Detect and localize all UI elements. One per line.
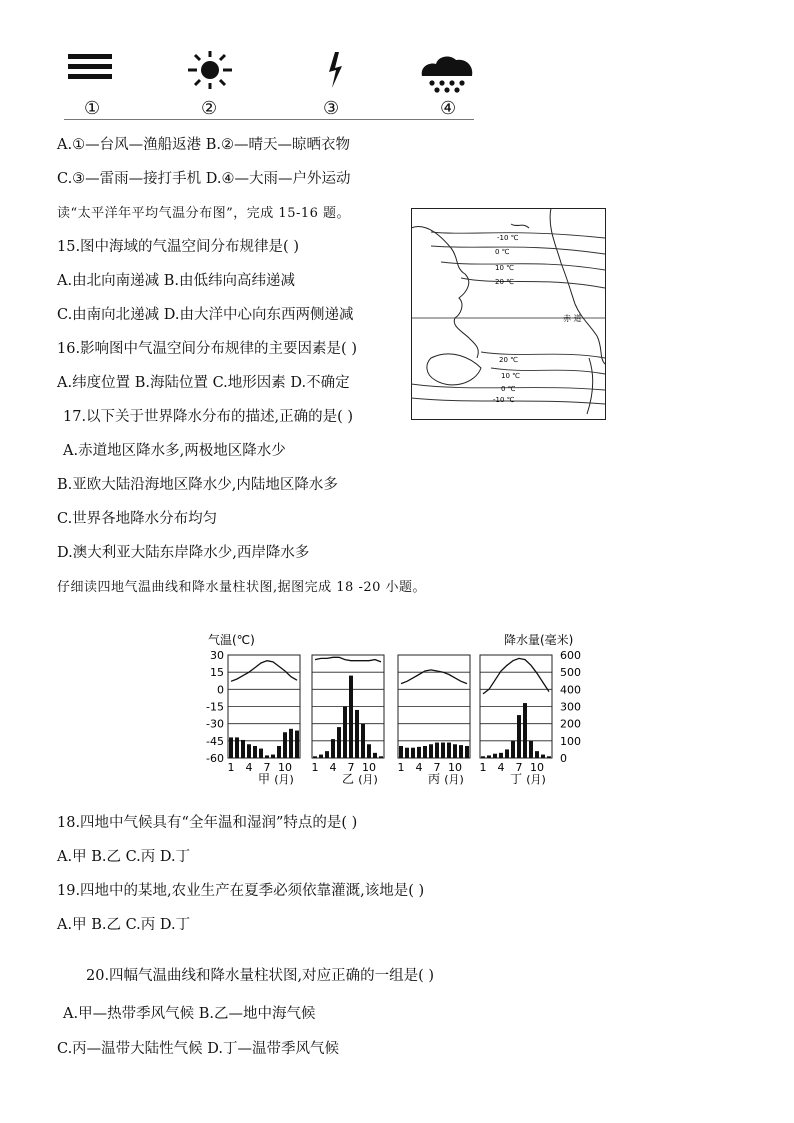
precip-tick-label: 400 [560,683,581,697]
rain-cloud-icon [422,57,473,93]
month-tick-label: 1 [479,761,487,774]
precip-bar [277,746,281,758]
iso-label-n-10: -10 ℃ [497,234,519,242]
precip-bar [499,753,503,758]
precip-bar [337,727,341,758]
precip-tick-label: 500 [560,666,581,680]
typhoon-icon [68,54,112,79]
precip-bar [481,756,485,758]
ylabel-right: 降水量(毫米) [504,633,574,647]
month-tick-label: 10 [448,761,462,774]
symbol-label-1: ① [84,98,101,119]
precip-bar [271,755,275,758]
climate-charts [200,628,595,790]
q15-options-cd: C.由南向北递减 D.由大洋中心向东西两侧递减 [57,307,354,323]
iso-label-n10: 10 ℃ [495,264,514,272]
lightning-icon [329,52,342,88]
month-tick-label: 4 [415,761,423,774]
q17-option-c: C.世界各地降水分布均匀 [57,511,218,527]
precip-bar [523,703,527,758]
q19-stem: 19.四地中的某地,农业生产在夏季必须依靠灌溉,该地是( ) [57,883,425,899]
month-tick-label: 10 [530,761,544,774]
precip-bar [441,743,445,758]
q17-option-b: B.亚欧大陆沿海地区降水少,内陆地区降水多 [57,477,338,493]
q20-stem: 20.四幅气温曲线和降水量柱状图,对应正确的一组是( ) [86,968,435,984]
precip-bar [379,756,383,758]
precip-bar [343,707,347,759]
month-unit-label: (月) [526,773,546,786]
precip-bar [253,746,257,758]
precip-tick-label: 300 [560,700,581,714]
symbol-divider [64,119,474,120]
q18-options: A.甲 B.乙 C.丙 D.丁 [57,849,191,865]
precip-bar [373,753,377,758]
symbol-label-3: ③ [323,98,340,119]
precip-bar [313,756,317,758]
precip-bar [505,749,509,758]
intro-15-16: 读“太平洋年平均气温分布图”，完成 15-16 题。 [57,206,351,221]
equator-label: 赤 道 [563,314,582,323]
temperature-curve [315,657,381,662]
temp-tick-label: 15 [210,666,224,680]
q16-stem: 16.影响图中气温空间分布规律的主要因素是( ) [57,341,357,357]
precip-bar [331,739,335,758]
precip-bar [361,724,365,758]
precip-bar [325,751,329,758]
precip-bar [399,746,403,758]
precip-bar [259,749,263,758]
precip-bar [405,748,409,758]
month-unit-label: (月) [358,773,378,786]
precip-bar [447,743,451,758]
ylabel-left: 气温(℃) [208,633,255,647]
precip-bar [367,744,371,758]
month-tick-label: 1 [397,761,405,774]
q14-options-cd: C.③—雷雨—接打手机 D.④—大雨—户外运动 [57,171,351,187]
precip-bar [289,729,293,758]
precip-bar [349,676,353,758]
month-tick-label: 7 [515,761,523,774]
precip-bar [459,745,463,758]
precip-bar [235,737,239,758]
precip-bar [511,741,515,758]
month-tick-label: 10 [362,761,376,774]
q19-options: A.甲 B.乙 C.丙 D.丁 [57,917,191,933]
precip-bar [241,740,245,758]
month-tick-label: 4 [497,761,505,774]
precip-bar [517,715,521,758]
precip-bar [355,710,359,758]
q15-stem: 15.图中海域的气温空间分布规律是( ) [57,239,299,255]
precip-bar [229,737,233,758]
place-label: 丙 [427,772,441,786]
month-tick-label: 4 [245,761,253,774]
precip-bar [319,755,323,758]
place-label: 丁 [509,772,523,786]
temperature-curve [483,658,549,694]
month-tick-label: 7 [347,761,355,774]
precip-bar [541,755,545,758]
precip-bar [411,748,415,758]
precip-tick-label: 600 [560,649,581,662]
iso-label-s0: 0 ℃ [501,385,516,393]
q17-stem: 17.以下关于世界降水分布的描述,正确的是( ) [63,409,354,425]
temperature-curve [231,661,297,682]
precip-bar [493,754,497,758]
q14-options-ab: A.①—台风—渔船返港 B.②—晴天—晾晒衣物 [57,137,350,153]
precip-bar [535,751,539,758]
precip-bar [465,746,469,758]
temp-tick-label: 30 [210,649,224,662]
precip-bar [453,744,457,758]
precip-bar [435,743,439,758]
sun-icon [188,51,232,89]
month-tick-label: 10 [278,761,292,774]
q20-options-ab: A.甲—热带季风气候 B.乙—地中海气候 [63,1006,316,1022]
pacific-temperature-map [411,208,606,420]
month-tick-label: 7 [433,761,441,774]
intro-18-20: 仔细读四地气温曲线和降水量柱状图,据图完成 18 -20 小题。 [57,580,427,595]
iso-label-s20: 20 ℃ [499,356,518,364]
place-label: 甲 [257,772,271,786]
month-tick-label: 4 [329,761,337,774]
precip-bar [529,741,533,758]
precip-bar [417,747,421,758]
q17-option-d: D.澳大利亚大陆东岸降水少,西岸降水多 [57,545,310,561]
precip-tick-label: 100 [560,734,581,748]
month-unit-label: (月) [444,773,464,786]
month-unit-label: (月) [274,773,294,786]
precip-bar [429,744,433,758]
q17-option-a: A.赤道地区降水多,两极地区降水少 [63,443,286,459]
month-tick-label: 1 [227,761,235,774]
symbol-label-2: ② [201,98,218,119]
precip-bar [423,746,427,758]
temp-tick-label: -30 [206,717,224,731]
temp-tick-label: 0 [217,683,224,697]
place-label: 乙 [341,772,355,786]
precip-bar [247,744,251,758]
q15-options-ab: A.由北向南递减 B.由低纬向高纬递减 [57,273,295,289]
precip-bar [283,732,287,758]
q20-options-cd: C.丙—温带大陆性气候 D.丁—温带季风气候 [57,1041,340,1057]
iso-label-n0: 0 ℃ [495,248,510,256]
weather-symbols [64,48,474,98]
precip-bar [547,756,551,758]
temp-tick-label: -60 [206,752,224,765]
month-tick-label: 1 [311,761,319,774]
precip-bar [487,755,491,758]
precip-tick-label: 0 [560,752,567,765]
iso-label-n20: 20 ℃ [495,278,514,286]
iso-label-s10: 10 ℃ [501,372,520,380]
temp-tick-label: -15 [206,700,224,714]
q18-stem: 18.四地中气候具有“全年温和湿润”特点的是( ) [57,815,358,831]
weather-symbol-panel [64,48,474,120]
symbol-label-4: ④ [440,98,457,119]
q16-options: A.纬度位置 B.海陆位置 C.地形因素 D.不确定 [57,375,350,391]
temp-tick-label: -45 [206,734,224,748]
iso-label-s-10: -10 ℃ [493,396,515,404]
precip-bar [265,755,269,758]
precip-tick-label: 200 [560,717,581,731]
month-tick-label: 7 [263,761,271,774]
precip-bar [295,731,299,758]
